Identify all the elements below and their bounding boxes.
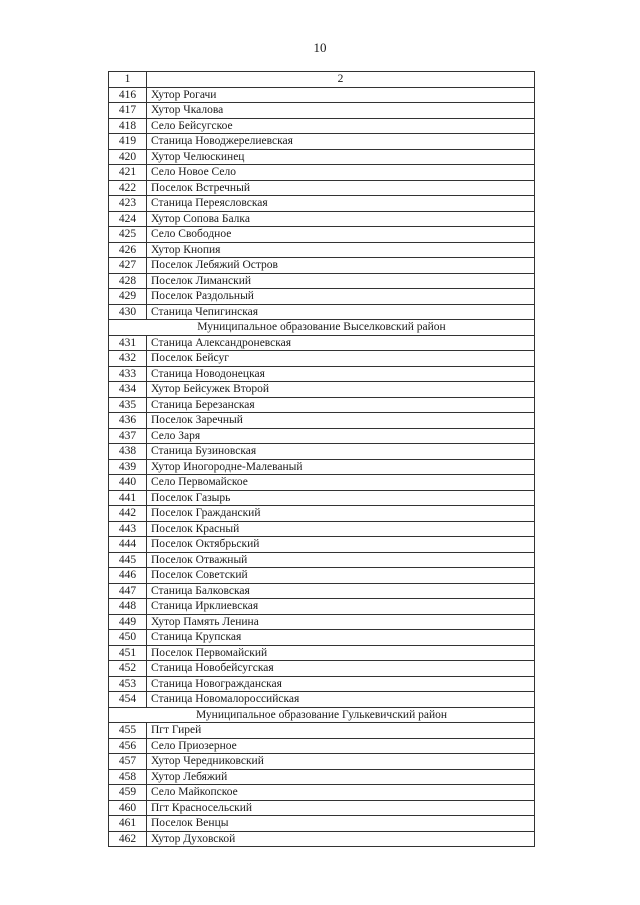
section-title: Муниципальное образование Выселковский район <box>109 320 535 336</box>
table-row <box>109 800 535 816</box>
section-header-row <box>109 320 535 336</box>
settlement-name: Поселок Октябрьский <box>147 537 535 553</box>
table-row <box>109 831 535 847</box>
table-row <box>109 661 535 677</box>
settlement-name: Станица Новомалороссийская <box>147 692 535 708</box>
table-row <box>109 196 535 212</box>
row-number: 460 <box>109 800 147 816</box>
section-title: Муниципальное образование Гулькевичский район <box>109 707 535 723</box>
settlement-name: Хутор Чкалова <box>147 103 535 119</box>
table-row <box>109 785 535 801</box>
settlement-name: Село Новое Село <box>147 165 535 181</box>
table-row <box>109 149 535 165</box>
table-row <box>109 211 535 227</box>
table-row <box>109 568 535 584</box>
table-row <box>109 397 535 413</box>
settlement-name: Поселок Красный <box>147 521 535 537</box>
table-row <box>109 506 535 522</box>
table-row <box>109 676 535 692</box>
settlement-name: Село Приозерное <box>147 738 535 754</box>
row-number: 427 <box>109 258 147 274</box>
row-number: 440 <box>109 475 147 491</box>
row-number: 418 <box>109 118 147 134</box>
table-row <box>109 382 535 398</box>
table-row <box>109 521 535 537</box>
row-number: 454 <box>109 692 147 708</box>
table-row <box>109 614 535 630</box>
table-row <box>109 413 535 429</box>
settlement-name: Хутор Кнопия <box>147 242 535 258</box>
settlement-name: Станица Переясловская <box>147 196 535 212</box>
settlement-name: Село Майкопское <box>147 785 535 801</box>
row-number: 432 <box>109 351 147 367</box>
table-row <box>109 723 535 739</box>
settlement-name: Поселок Венцы <box>147 816 535 832</box>
row-number: 420 <box>109 149 147 165</box>
settlement-name: Станица Новобейсугская <box>147 661 535 677</box>
row-number: 461 <box>109 816 147 832</box>
table-row <box>109 769 535 785</box>
settlement-name: Станица Новогражданская <box>147 676 535 692</box>
row-number: 446 <box>109 568 147 584</box>
row-number: 423 <box>109 196 147 212</box>
row-number: 444 <box>109 537 147 553</box>
column-header-name: 2 <box>147 72 535 88</box>
table-row <box>109 490 535 506</box>
settlement-name: Поселок Гражданский <box>147 506 535 522</box>
settlement-name: Поселок Раздольный <box>147 289 535 305</box>
table-row <box>109 351 535 367</box>
table-row <box>109 289 535 305</box>
settlement-name: Пгт Гирей <box>147 723 535 739</box>
table-row <box>109 180 535 196</box>
row-number: 431 <box>109 335 147 351</box>
row-number: 449 <box>109 614 147 630</box>
table-row <box>109 475 535 491</box>
row-number: 452 <box>109 661 147 677</box>
row-number: 459 <box>109 785 147 801</box>
settlement-name: Поселок Первомайский <box>147 645 535 661</box>
table-row <box>109 134 535 150</box>
row-number: 448 <box>109 599 147 615</box>
row-number: 426 <box>109 242 147 258</box>
table-row <box>109 583 535 599</box>
row-number: 428 <box>109 273 147 289</box>
table-row <box>109 165 535 181</box>
row-number: 445 <box>109 552 147 568</box>
row-number: 442 <box>109 506 147 522</box>
settlement-name: Хутор Духовской <box>147 831 535 847</box>
table-row <box>109 599 535 615</box>
row-number: 441 <box>109 490 147 506</box>
row-number: 435 <box>109 397 147 413</box>
settlement-name: Село Первомайское <box>147 475 535 491</box>
page-number: 10 <box>313 40 327 55</box>
settlement-name: Поселок Советский <box>147 568 535 584</box>
settlement-name: Станица Новодонецкая <box>147 366 535 382</box>
settlement-name: Хутор Иногородне-Малеваный <box>147 459 535 475</box>
row-number: 438 <box>109 444 147 460</box>
settlement-name: Поселок Газырь <box>147 490 535 506</box>
settlement-name: Пгт Красносельский <box>147 800 535 816</box>
row-number: 456 <box>109 738 147 754</box>
row-number: 416 <box>109 87 147 103</box>
table-row <box>109 428 535 444</box>
settlement-name: Село Свободное <box>147 227 535 243</box>
settlement-name: Хутор Челюскинец <box>147 149 535 165</box>
section-header-row <box>109 707 535 723</box>
settlement-name: Поселок Встречный <box>147 180 535 196</box>
settlement-name: Станица Березанская <box>147 397 535 413</box>
row-number: 430 <box>109 304 147 320</box>
table-row <box>109 537 535 553</box>
column-header-number: 1 <box>109 72 147 88</box>
settlement-name: Станица Балковская <box>147 583 535 599</box>
table-row <box>109 692 535 708</box>
row-number: 451 <box>109 645 147 661</box>
row-number: 455 <box>109 723 147 739</box>
row-number: 429 <box>109 289 147 305</box>
settlement-name: Село Заря <box>147 428 535 444</box>
settlement-name: Хутор Чередниковский <box>147 754 535 770</box>
table-row <box>109 335 535 351</box>
row-number: 434 <box>109 382 147 398</box>
settlement-name: Село Бейсугское <box>147 118 535 134</box>
settlement-name: Поселок Заречный <box>147 413 535 429</box>
settlement-name: Станица Крупская <box>147 630 535 646</box>
row-number: 421 <box>109 165 147 181</box>
table-row <box>109 118 535 134</box>
row-number: 453 <box>109 676 147 692</box>
row-number: 457 <box>109 754 147 770</box>
settlement-name: Хутор Память Ленина <box>147 614 535 630</box>
settlement-name: Станица Бузиновская <box>147 444 535 460</box>
row-number: 439 <box>109 459 147 475</box>
settlement-name: Хутор Рогачи <box>147 87 535 103</box>
row-number: 433 <box>109 366 147 382</box>
table-row <box>109 258 535 274</box>
table-row <box>109 459 535 475</box>
settlement-name: Хутор Сопова Балка <box>147 211 535 227</box>
table-row <box>109 366 535 382</box>
row-number: 447 <box>109 583 147 599</box>
row-number: 424 <box>109 211 147 227</box>
table-row <box>109 227 535 243</box>
row-number: 425 <box>109 227 147 243</box>
settlement-name: Станица Новоджерелиевская <box>147 134 535 150</box>
table-row <box>109 87 535 103</box>
table-row <box>109 738 535 754</box>
settlement-name: Поселок Отважный <box>147 552 535 568</box>
table-row <box>109 754 535 770</box>
table-row <box>109 645 535 661</box>
settlements-table <box>108 71 535 847</box>
table-row <box>109 630 535 646</box>
settlement-name: Поселок Бейсуг <box>147 351 535 367</box>
row-number: 437 <box>109 428 147 444</box>
table-row <box>109 273 535 289</box>
row-number: 462 <box>109 831 147 847</box>
row-number: 436 <box>109 413 147 429</box>
row-number: 419 <box>109 134 147 150</box>
table-header-row <box>109 72 535 88</box>
settlement-name: Станица Чепигинская <box>147 304 535 320</box>
row-number: 450 <box>109 630 147 646</box>
table-row <box>109 552 535 568</box>
table-row <box>109 444 535 460</box>
row-number: 422 <box>109 180 147 196</box>
table-row <box>109 816 535 832</box>
settlement-name: Станица Александроневская <box>147 335 535 351</box>
row-number: 458 <box>109 769 147 785</box>
settlement-name: Поселок Лиманский <box>147 273 535 289</box>
table-row <box>109 304 535 320</box>
row-number: 443 <box>109 521 147 537</box>
settlement-name: Станица Ирклиевская <box>147 599 535 615</box>
table-row <box>109 103 535 119</box>
settlement-name: Хутор Бейсужек Второй <box>147 382 535 398</box>
table-row <box>109 242 535 258</box>
row-number: 417 <box>109 103 147 119</box>
settlement-name: Хутор Лебяжий <box>147 769 535 785</box>
settlement-name: Поселок Лебяжий Остров <box>147 258 535 274</box>
